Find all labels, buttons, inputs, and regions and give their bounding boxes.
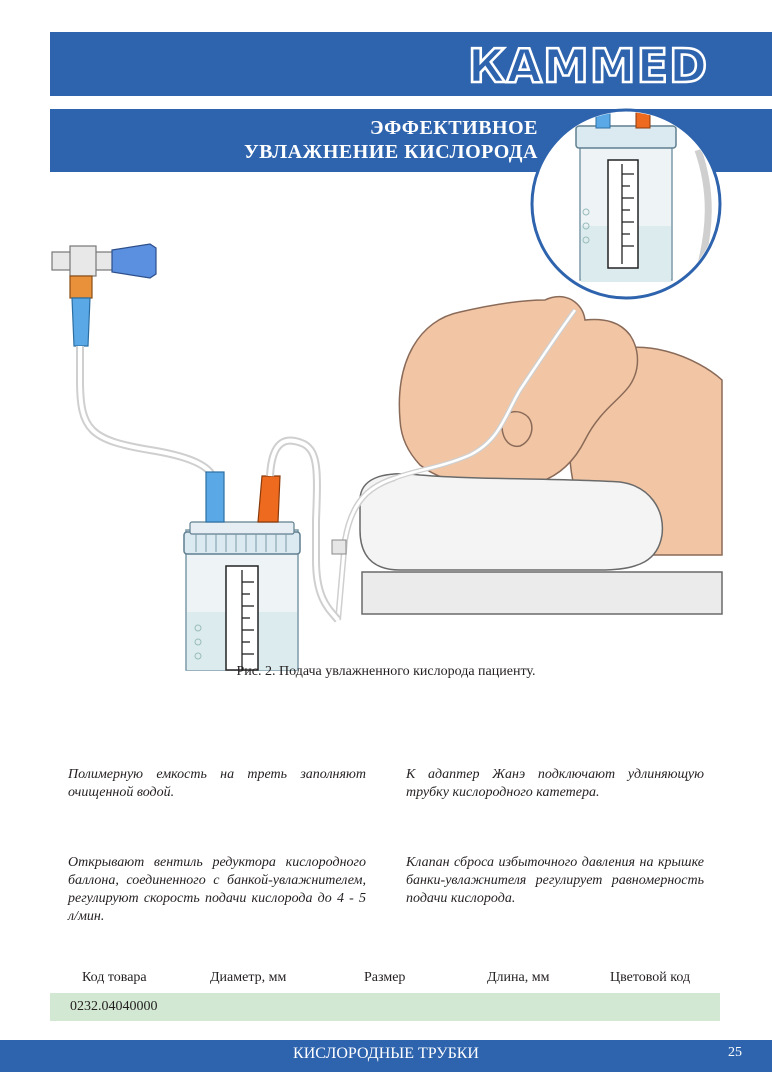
- cell-product-code: 0232.04040000: [70, 999, 158, 1014]
- logo-text: КАММЕD: [467, 40, 709, 90]
- oxygen-humidifier-illustration: [0, 96, 772, 672]
- logo-graphic: [452, 40, 724, 90]
- humidifier-inlet-blue: [206, 472, 224, 522]
- instruction-open-valve: Открывают вентиль редуктора кислородного баллона, соединенного с банкой-увлажнителем, регулируют скорость подачи кислорода до 4 - 5 л/мин.: [68, 855, 366, 924]
- blue-connector-top: [72, 298, 90, 346]
- col-header-code: Код товара: [82, 970, 147, 985]
- title-line-2: УВЛАЖНЕНИЕ КИСЛОРОДА: [243, 141, 538, 163]
- mattress: [362, 572, 722, 614]
- instruction-pressure-valve: Клапан сброса избыточного давления на крышке банки-увлажнителя регулирует равномерность подачи кислорода.: [406, 855, 704, 906]
- col-header-color-code: Цветовой код: [610, 970, 691, 985]
- table-row: [50, 993, 720, 1021]
- tube-connector: [332, 540, 346, 554]
- orange-adapter: [70, 276, 92, 298]
- instruction-fill-water: Полимерную емкость на треть заполняют очищенной водой.: [68, 767, 366, 800]
- footer-title: КИСЛОРОДНЫЕ ТРУБКИ: [293, 1045, 479, 1062]
- page-number: 25: [728, 1045, 742, 1060]
- footer-band: [0, 1040, 772, 1072]
- col-header-size: Размер: [364, 970, 406, 985]
- product-table-header: [50, 970, 772, 990]
- title-line-1: ЭФФЕКТИВНОЕ: [369, 117, 538, 139]
- col-header-length: Длина, мм: [487, 970, 550, 985]
- instruction-connect-catheter: К адаптер Жанэ подключают удлиняющую трубку кислородного катетера.: [406, 767, 704, 800]
- valve-knob: [112, 244, 156, 278]
- jar-lid: [184, 532, 300, 554]
- humidifier-outlet-orange: [258, 476, 280, 522]
- col-header-diameter: Диаметр, мм: [210, 970, 287, 985]
- kammed-logo: [452, 40, 724, 90]
- figure-caption: Рис. 2. Подача увлажненного кислорода пациенту.: [236, 664, 536, 679]
- header-band: [50, 32, 772, 96]
- pillow: [360, 474, 662, 570]
